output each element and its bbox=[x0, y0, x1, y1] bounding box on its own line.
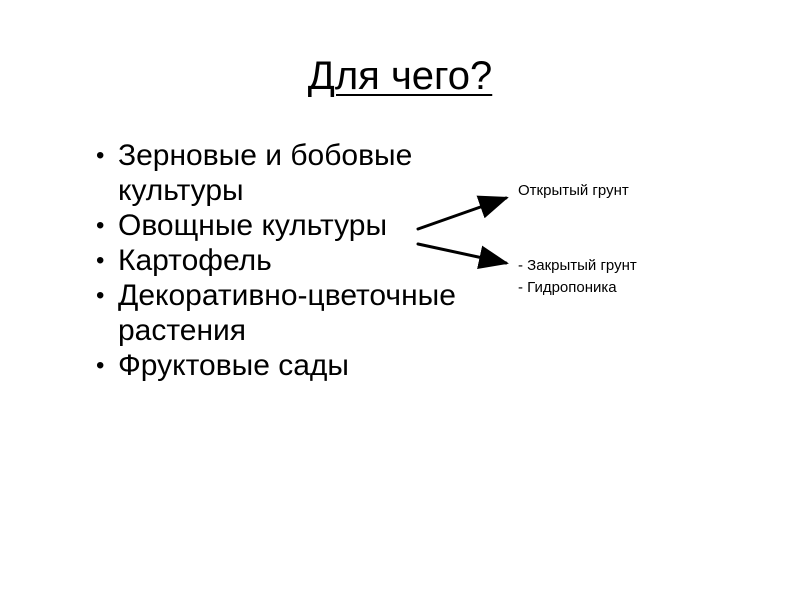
bullet-item-grains-legumes: • Зерновые и бобовые культуры bbox=[96, 138, 546, 208]
bullet-item-potato: • Картофель bbox=[96, 243, 546, 278]
bullet-list bbox=[96, 138, 546, 383]
slide-title: Для чего? bbox=[307, 54, 493, 98]
bullet-item-fruit-gardens: • Фруктовые сады bbox=[96, 348, 546, 383]
hydroponics-label: - Гидропоника bbox=[518, 279, 617, 296]
bullet-item-ornamental-flowers: • Декоративно-цветочные растения bbox=[96, 278, 546, 348]
open-ground-label: Открытый грунт bbox=[518, 182, 629, 199]
bullet-item-vegetables: • Овощные культуры bbox=[96, 208, 546, 243]
closed-ground-label: - Закрытый грунт bbox=[518, 257, 637, 274]
